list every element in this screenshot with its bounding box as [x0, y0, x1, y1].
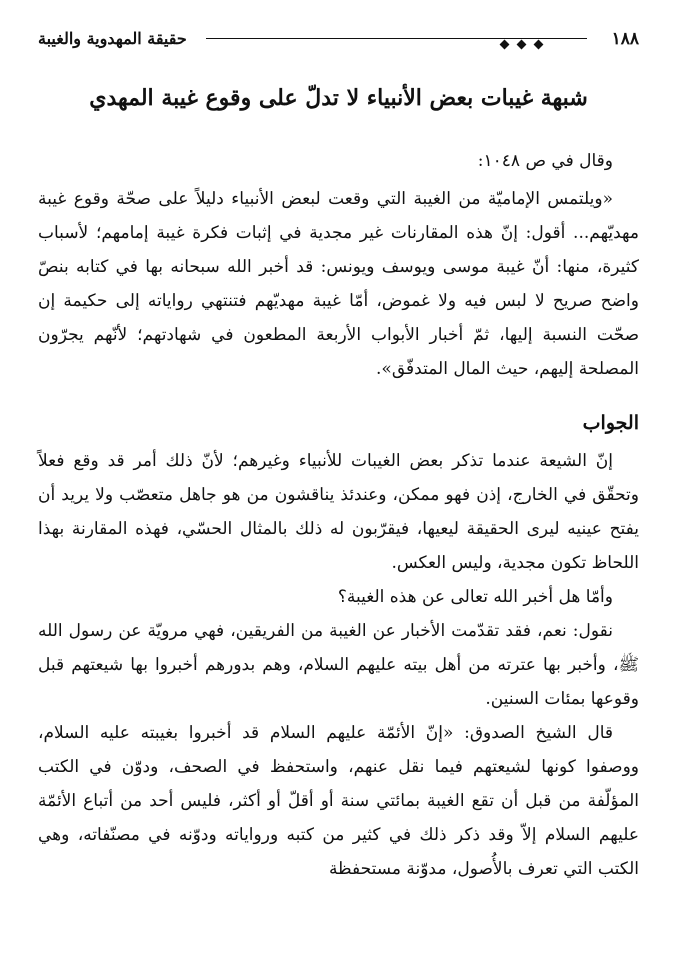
section-title: شبهة غيبات بعض الأنبياء لا تدلّ على وقوع غيبة المهدي [89, 85, 588, 111]
answer-paragraph-4: قال الشيخ الصدوق: «إنّ الأئمّة عليهم السلام قد أخبروا بغيبته عليه السلام، ووصفوا كونها لشيعتهم فيما نقل عنهم، واستحفظ في الصحف، ودوّن في الكتب المؤلّفة من قبل أن تقع الغيبة بمائتي سنة أو أقلّ أو أكثر، فليس أحد من أتباع الأئمّة عليهم السلام إلاّ وقد ذكر ذلك في كثير من كتبه ورواياته ودوّنه في مصنّفاته، وهي الكتب التي تعرف بالأُصول، مدوّنة مستحفظة [38, 723, 639, 879]
page-body [38, 80, 639, 886]
page-number: ١٨٨ [611, 29, 639, 49]
intro-line: وقال في ص ١٠٤٨: [477, 151, 613, 171]
answer-paragraph-3: نقول: نعم، فقد تقدّمت الأخبار عن الغيبة من الفريقين، فهي مرويّة عن رسول الله ﷺ، وأخبر بها عترته من أهل بيته عليهم السلام، وهم بدورهم أخبروا بها شيعتهم قبل وقوعها بمئات السنين. [38, 621, 639, 709]
answer-paragraph-1: إنّ الشيعة عندما تذكر بعض الغيبات للأنبياء وغيرهم؛ لأنّ ذلك أمر قد وقع فعلاً وتحقّق في الخارج، إذن فهو ممكن، وعندئذ يناقشون من هو جاهل متعصّب ولا يريد أن يفتح عينيه ليرى الحقيقة ليعيها، فيقرّبون له ذلك بالمثال الحسّي، فهذه المقارنة بهذا اللحاظ تكون مجدية، وليس العكس. [38, 451, 639, 573]
page-header [38, 24, 639, 54]
quote-paragraph: «ويلتمس الإماميّة من الغيبة التي وقعت لبعض الأنبياء دليلاً على صحّة وقوع غيبة مهديّهم... أقول: إنّ هذه المقارنات غير مجدية في إثبات فكرة غيبة إمامهم؛ لأسباب كثيرة، منها: أنّ غيبة موسى ويوسف ويونس: قد أخبر الله سبحانه بها في كتابه بنصّ واضح صريح لا لبس فيه ولا غموض، أمّا غيبة مهديّهم فتنتهي رواياته إلى حكيمة إن صحّت النسبة إليها، ثمّ أخبار الأبواب الأربعة المطعون في شهادتهم؛ لأنّهم يجرّون المصلحة إليهم، حيث المال المتدفّق». [38, 189, 639, 379]
answer-heading: الجواب [582, 412, 639, 434]
running-title: حقيقة المهدوية والغيبة [38, 29, 187, 48]
header-ornament [496, 33, 547, 52]
answer-paragraph-2: وأمّا هل أخبر الله تعالى عن هذه الغيبة؟ [337, 587, 613, 607]
